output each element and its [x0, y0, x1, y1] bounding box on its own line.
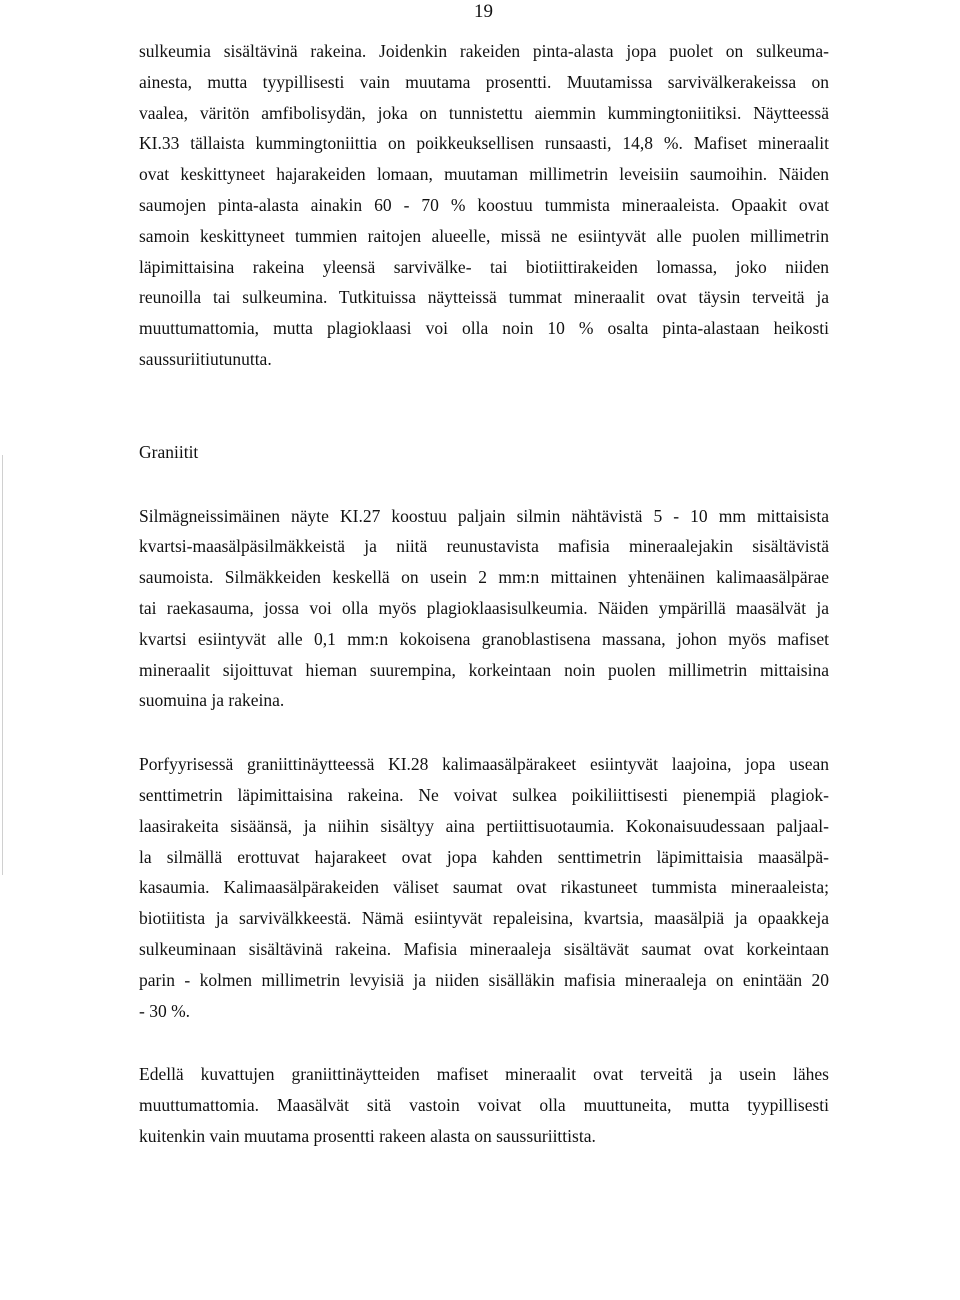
text-line: - 30 %.	[139, 1000, 191, 1021]
text-line: parin - kolmen millimetrin levyisiä ja niiden sisälläkin mafisia mineraaleja on enintään 20	[139, 969, 829, 990]
text-line: saumojen pinta-alasta ainakin 60 - 70 % koostuu tummista mineraaleista. Opaakit ovat	[139, 194, 829, 215]
text-line: saumoista. Silmäkkeiden keskellä on usein 2 mm:n mittainen yhtenäinen kalimaasälpärae	[139, 567, 829, 588]
paragraph-porphyritic-granite	[139, 749, 829, 1026]
text-line: laasirakeita sisäänsä, ja niihin sisältyy aina pertiittisuotaumia. Kokonaisuudessaan paljaal-	[139, 815, 829, 836]
text-line: senttimetrin läpimittaisina rakeina. Ne voivat sulkea poikiliittisesti pienempiä plagiok-	[139, 784, 829, 805]
text-line: Porfyyrisessä graniittinäytteessä KI.28 kalimaasälpärakeet esiintyvät laajoina, jopa usean	[139, 754, 829, 775]
text-line: reunoilla tai sulkeumina. Tutkituissa näytteissä tummat mineraalit ovat täysin terveitä ja	[139, 287, 829, 308]
text-line: la silmällä erottuvat hajarakeet ovat jopa kahden senttimetrin läpimittaisia maasälpä-	[139, 846, 829, 867]
page-number: 19	[474, 1, 493, 22]
section-heading: Graniitit	[139, 441, 199, 462]
text-line: Edellä kuvattujen graniittinäytteiden mafiset mineraalit ovat terveitä ja usein lähes	[139, 1064, 829, 1085]
text-line: kvartsi-maasälpäsilmäkkeistä ja niitä reunustavista mafisia mineraalejakin sisältävistä	[139, 536, 829, 557]
text-line: muuttumattomia. Maasälvät sitä vastoin voivat olla muuttuneita, mutta tyypillisesti	[139, 1095, 829, 1116]
text-line: sulkeumia sisältävinä rakeina. Joidenkin rakeiden pinta-alasta jopa puolet on sulkeuma-	[139, 41, 829, 61]
text-line: vaalea, väritön amfibolisydän, joka on tunnistettu aiemmin kummingtoniitiksi. Näytteessä	[139, 102, 829, 123]
paragraph-summary	[139, 1059, 829, 1151]
text-line: KI.33 tällaista kummingtoniittia on poikkeuksellisen runsaasti, 14,8 %. Mafiset mineraalit	[139, 133, 829, 154]
text-line: saussuriitiutunutta.	[139, 348, 272, 369]
text-line: Silmägneissimäinen näyte KI.27 koostuu paljain silmin nähtävistä 5 - 10 mm mittaisista	[139, 505, 829, 526]
text-line: ovat keskittyneet hajarakeiden lomaan, muutaman millimetrin leveisiin saumoihin. Näiden	[139, 164, 829, 185]
text-line: kvartsi esiintyvät alle 0,1 mm:n kokoisena granoblastisena massana, johon myös mafiset	[139, 628, 829, 649]
text-line: läpimittaisina rakeina yleensä sarvivälke- tai biotiittirakeiden lomassa, joko niiden	[139, 256, 829, 277]
text-line: samoin keskittyneet tummien raitojen alueelle, missä ne esiintyvät alle puolen millimetrin	[139, 225, 829, 246]
text-line: ainesta, mutta tyypillisesti vain muutama prosentti. Muutamissa sarvivälkerakeissa on	[139, 71, 829, 92]
text-line: suomuina ja rakeina.	[139, 690, 285, 711]
text-line: biotiitista ja sarvivälkkeestä. Nämä esiintyvät repaleisina, kvartsia, maasälpiä ja opaakkeja	[139, 908, 829, 929]
text-line: tai raekasauma, jossa voi olla myös plagioklaasisulkeumia. Näiden ympärillä maasälvät ja	[139, 597, 829, 618]
paragraph-amphibole	[139, 36, 829, 375]
text-line: mineraalit sijoittuvat hieman suurempina, korkeintaan noin puolen millimetrin mittaisina	[139, 659, 829, 680]
left-margin-rule	[2, 455, 3, 875]
paragraph-eye-gneiss	[139, 501, 829, 717]
document-body	[139, 36, 829, 1152]
text-line: kasaumia. Kalimaasälpärakeiden väliset saumat ovat rikastuneet tummista mineraaleista;	[139, 877, 829, 898]
text-line: kuitenkin vain muutama prosentti rakeen alasta on saussuriittista.	[139, 1125, 596, 1146]
text-line: muuttumattomia, mutta plagioklaasi voi olla noin 10 % osalta pinta-alastaan heikosti	[139, 318, 829, 339]
text-line: sulkeuminaan sisältävinä rakeina. Mafisia mineraaleja sisältävät saumat ovat korkeintaan	[139, 938, 829, 959]
